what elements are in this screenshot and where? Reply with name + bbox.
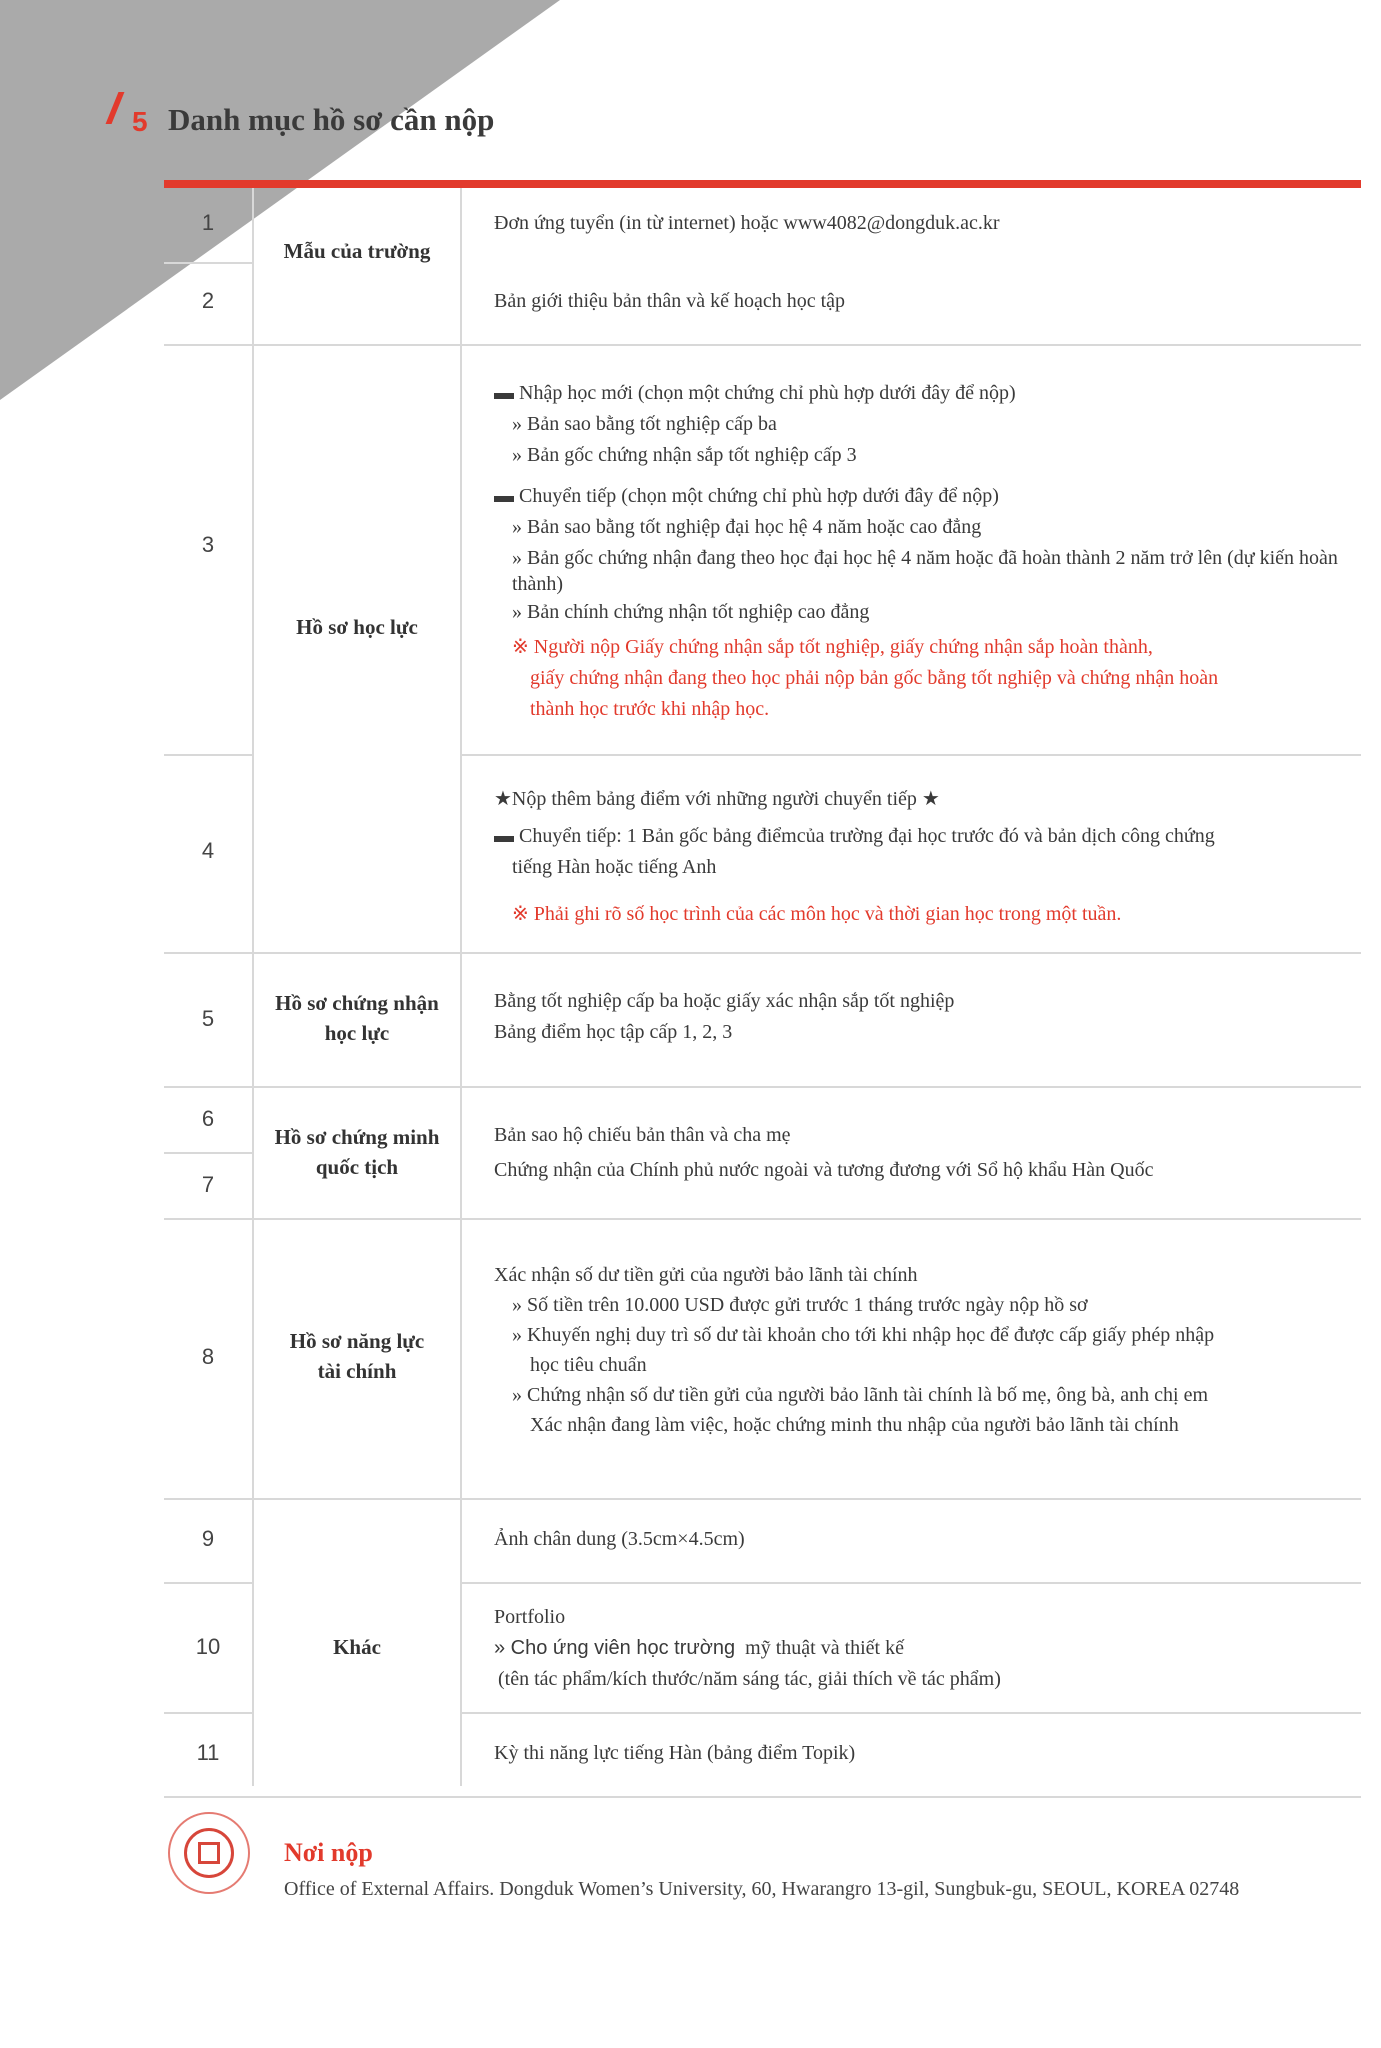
- sub-bullet: » Bản chính chứng nhận tốt nghiệp cao đẳng: [512, 601, 870, 623]
- sub-bullet: » Bản gốc chứng nhận sắp tốt nghiệp cấp 3: [512, 444, 857, 466]
- table-row: [164, 954, 1361, 1088]
- row-number: 2: [201, 288, 215, 313]
- row-text: Xác nhận số dư tiền gửi của người bảo lãnh tài chính: [494, 1264, 918, 1286]
- footer-title: Nơi nộp: [284, 1838, 373, 1867]
- category-line: tài chính: [317, 1359, 397, 1383]
- section-title: Danh mục hồ sơ cần nộp: [168, 102, 495, 137]
- category-academic-record: Hồ sơ học lực: [296, 615, 418, 639]
- category-academic-certificate: [254, 988, 460, 1048]
- row-text: Bản giới thiệu bản thân và kế hoạch học tập: [494, 290, 846, 312]
- submission-footer: [164, 1812, 1361, 1922]
- table-row: [164, 1584, 1361, 1714]
- documents-table: [164, 188, 1361, 1798]
- bullet-heading: ▬ Chuyển tiếp: 1 Bản gốc bảng điểmcủa trường đại học trước đó và bản dịch công chứng: [494, 825, 1215, 847]
- bullet-heading: ▬ Chuyển tiếp (chọn một chứng chỉ phù hợp dưới đây để nộp): [494, 485, 999, 507]
- category-school-form: Mẫu của trường: [283, 239, 431, 263]
- category-financial: [254, 1326, 460, 1386]
- table-row: [164, 1500, 1361, 1584]
- sub-bullet: » Chứng nhận số dư tiền gửi của người bảo lãnh tài chính là bố mẹ, ông bà, anh chị em: [512, 1384, 1209, 1406]
- seal-core: [198, 1842, 220, 1864]
- row-content: [494, 1120, 1361, 1186]
- red-note: ※ Người nộp Giấy chứng nhận sắp tốt nghiệp, giấy chứng nhận sắp hoàn thành,: [512, 636, 1153, 658]
- row-number: 6: [201, 1106, 215, 1131]
- row-content: [494, 1602, 1361, 1695]
- row-text: Bảng điểm học tập cấp 1, 2, 3: [494, 1021, 733, 1043]
- row-number: 10: [195, 1634, 221, 1659]
- row-text: mỹ thuật và thiết kế: [745, 1637, 904, 1659]
- sub-bullet: » Khuyến nghị duy trì số dư tài khoản cho tới khi nhập học để được cấp giấy phép nhập: [512, 1324, 1215, 1346]
- row-text: (tên tác phẩm/kích thước/năm sáng tác, giải thích về tác phẩm): [498, 1668, 1001, 1690]
- row-content: [494, 784, 1361, 930]
- header-rule: [164, 180, 1361, 188]
- sub-bullet: » Bản sao bằng tốt nghiệp cấp ba: [512, 413, 777, 435]
- university-seal-icon: [168, 1812, 250, 1894]
- section-number: 5: [132, 106, 148, 137]
- row-subheading: ★Nộp thêm bảng điểm với những người chuyển tiếp ★: [494, 788, 940, 810]
- red-note: ※ Phải ghi rõ số học trình của các môn học và thời gian học trong một tuần.: [512, 903, 1122, 925]
- row-content: [494, 1738, 1361, 1769]
- row-text: Ảnh chân dung (3.5cm×4.5cm): [494, 1528, 745, 1550]
- row-divider: [164, 1152, 252, 1154]
- sub-bullet: » Cho ứng viên học trường: [494, 1637, 736, 1659]
- category-line: học lực: [324, 1021, 390, 1045]
- row-text: học tiêu chuẩn: [530, 1354, 647, 1376]
- row-number: 7: [201, 1172, 215, 1197]
- category-line: Hồ sơ chứng minh: [274, 1125, 440, 1149]
- red-note: giấy chứng nhận đang theo học phải nộp bản gốc bằng tốt nghiệp và chứng nhận hoàn: [530, 667, 1219, 689]
- table-row: [164, 346, 1361, 756]
- row-text: Chứng nhận của Chính phủ nước ngoài và tương đương với Sổ hộ khẩu Hàn Quốc: [494, 1159, 1154, 1181]
- sub-bullet: » Bản sao bằng tốt nghiệp đại học hệ 4 năm hoặc cao đẳng: [512, 516, 982, 538]
- footer-address: Office of External Affairs. Dongduk Women’s University, 60, Hwarangro 13-gil, Sungbuk-gu, SEOUL, KOREA 02748: [284, 1878, 1240, 1900]
- row-text: Kỳ thi năng lực tiếng Hàn (bảng điểm Topik): [494, 1742, 856, 1764]
- category-other: Khác: [333, 1635, 381, 1659]
- row-number: 4: [201, 838, 215, 863]
- row-text: Xác nhận đang làm việc, hoặc chứng minh thu nhập của người bảo lãnh tài chính: [530, 1414, 1179, 1436]
- sub-bullet: » Số tiền trên 10.000 USD được gửi trước 1 tháng trước ngày nộp hồ sơ: [512, 1294, 1088, 1316]
- row-content: [494, 208, 1361, 239]
- bullet-heading: ▬ Nhập học mới (chọn một chứng chỉ phù hợp dưới đây để nộp): [494, 382, 1016, 404]
- category-line: quốc tịch: [315, 1155, 399, 1179]
- row-number: 5: [201, 1006, 215, 1031]
- row-text: Bằng tốt nghiệp cấp ba hoặc giấy xác nhận sắp tốt nghiệp: [494, 990, 955, 1012]
- row-content: [494, 1260, 1361, 1440]
- table-row: [164, 1714, 1361, 1798]
- category-line: Hồ sơ năng lực: [289, 1329, 425, 1353]
- row-content: [494, 1524, 1361, 1555]
- red-note: thành học trước khi nhập học.: [530, 698, 770, 720]
- row-number: 1: [201, 210, 215, 235]
- table-row: [164, 756, 1361, 954]
- table-row: [164, 1088, 1361, 1220]
- row-number: 9: [201, 1526, 215, 1551]
- sub-bullet: » Bản gốc chứng nhận đang theo học đại học hệ 4 năm hoặc đã hoàn thành 2 năm trở lên (dự kiến hoàn thành): [512, 547, 1338, 595]
- row-number: 8: [201, 1344, 215, 1369]
- table-row: [164, 239, 1361, 346]
- row-content: [494, 286, 1361, 317]
- row-number: 11: [196, 1740, 220, 1765]
- row-content: [494, 986, 1361, 1048]
- row-text: Đơn ứng tuyển (in từ internet) hoặc www4082@dongduk.ac.kr: [494, 212, 1000, 234]
- seal-ring: [184, 1828, 234, 1878]
- row-text: Bản sao hộ chiếu bản thân và cha mẹ: [494, 1124, 791, 1146]
- category-nationality-proof: [254, 1122, 460, 1182]
- row-text: tiếng Hàn hoặc tiếng Anh: [512, 856, 717, 878]
- row-text: Portfolio: [494, 1606, 566, 1628]
- table-row: [164, 1220, 1361, 1500]
- category-line: Hồ sơ chứng nhận: [275, 991, 439, 1015]
- row-content: [494, 378, 1361, 725]
- row-number: 3: [201, 532, 215, 557]
